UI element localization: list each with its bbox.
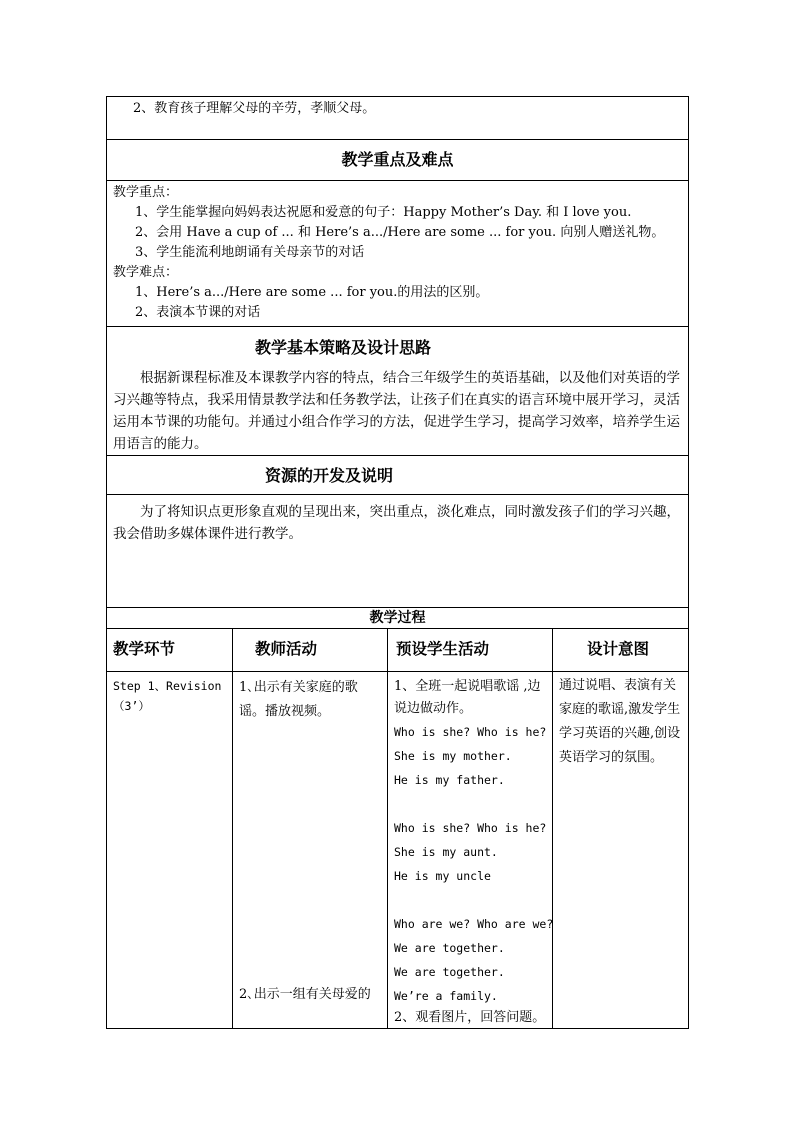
header-purpose: 设计意图: [553, 629, 689, 672]
key-points-title-row: [107, 140, 689, 181]
strategy-title: 教学基本策略及设计思路: [255, 338, 432, 357]
resources-title: 资源的开发及说明: [265, 466, 394, 485]
chant-line: He is my uncle: [394, 869, 491, 883]
resources-title-cell: [107, 456, 689, 495]
process-title: 教学过程: [369, 610, 426, 626]
step-1-teacher-activity-1: 1､出示有关家庭的歌谣。播放视频。: [239, 680, 358, 719]
difficult-point-2: 2、表演本节课的对话: [135, 305, 261, 320]
strategy-text: 根据新课程标准及本课教学内容的特点，结合三年级学生的英语基础，以及他们对英语的学习兴趣等特点，我采用情景教学法和任务教学法，让孩子们在真实的语言环境中展开学习，灵活运用本节课的功能句。并通过小组合作学习的方法，促进学生学习，提高学习效率，培养学生运用语言的能力。: [113, 370, 680, 452]
objectives-row: [107, 97, 689, 140]
step-1-purpose-cell: [553, 672, 689, 1029]
chant-line: He is my father.: [394, 773, 505, 787]
resources-cell: [107, 495, 689, 608]
resources-text: 为了将知识点更形象直观的呈现出来，突出重点，淡化难点，同时激发孩子们的学习兴趣，我会借助多媒体课件进行教学。: [113, 504, 680, 542]
student-activity-intro: 1、全班一起说唱歌谣 ,边说边做动作。: [394, 679, 541, 716]
lesson-plan-table: [106, 96, 689, 1029]
key-point-3: 3、学生能流利地朗诵有关母亲节的对话: [135, 245, 365, 260]
key-point-1: 1、学生能掌握向妈妈表达祝愿和爱意的句子：Happy Mother’s Day. 和 I love you.: [135, 205, 632, 220]
chant-line: We are together.: [394, 965, 505, 979]
resources-row: [107, 495, 689, 608]
strategy-row: [107, 327, 689, 456]
lesson-plan-sheet: [106, 96, 688, 1029]
process-header-row: [107, 629, 689, 672]
step-1-stage-cell: [107, 672, 233, 1029]
student-activity-2: 2、观看图片，回答问题。: [394, 1010, 546, 1025]
key-points-title: 教学重点及难点: [341, 150, 454, 169]
chant-line: She is my mother.: [394, 749, 512, 763]
strategy-cell: [107, 327, 689, 456]
step-1-name: Step 1、Revision（3’）: [113, 679, 222, 713]
resources-title-row: [107, 456, 689, 495]
chant-line: We are together.: [394, 941, 505, 955]
objectives-cell: [107, 97, 689, 140]
step-1-row: [107, 672, 689, 1029]
chant-line: Who is she? Who is he?: [394, 725, 547, 739]
header-student: 预设学生活动: [388, 629, 553, 672]
key-point-2: 2、会用 Have a cup of ... 和 Here’s a.../Here are some ... for you. 向别人赠送礼物。: [135, 225, 665, 240]
chant-line: Who is she? Who is he?: [394, 821, 547, 835]
chant-line: She is my aunt.: [394, 845, 498, 859]
step-1-purpose: 通过说唱、表演有关家庭的歌谣,激发学生学习英语的兴趣,创设英语学习的氛围。: [559, 678, 681, 765]
step-1-student-cell: [388, 672, 553, 1029]
header-stage: 教学环节: [107, 629, 233, 672]
key-points-row: [107, 181, 689, 327]
difficult-point-1: 1、Here’s a.../Here are some ... for you.的用法的区别。: [135, 285, 489, 300]
key-points-title-cell: [107, 140, 689, 181]
process-title-row: [107, 608, 689, 629]
header-teacher: 教师活动: [233, 629, 388, 672]
key-points-label: 教学重点：: [113, 185, 179, 200]
step-1-teacher-activity-2: 2､出示一组有关母爱的: [239, 987, 371, 1002]
key-points-cell: [107, 181, 689, 327]
objective-item-2: 2、教育孩子理解父母的辛劳，孝顺父母。: [133, 101, 376, 116]
step-1-teacher-cell: [233, 672, 388, 1029]
chant-line: Who are we? Who are we?: [394, 917, 554, 931]
chant-line: We’re a family.: [394, 989, 498, 1003]
process-title-cell: [107, 608, 689, 629]
difficult-points-label: 教学难点：: [113, 265, 179, 280]
